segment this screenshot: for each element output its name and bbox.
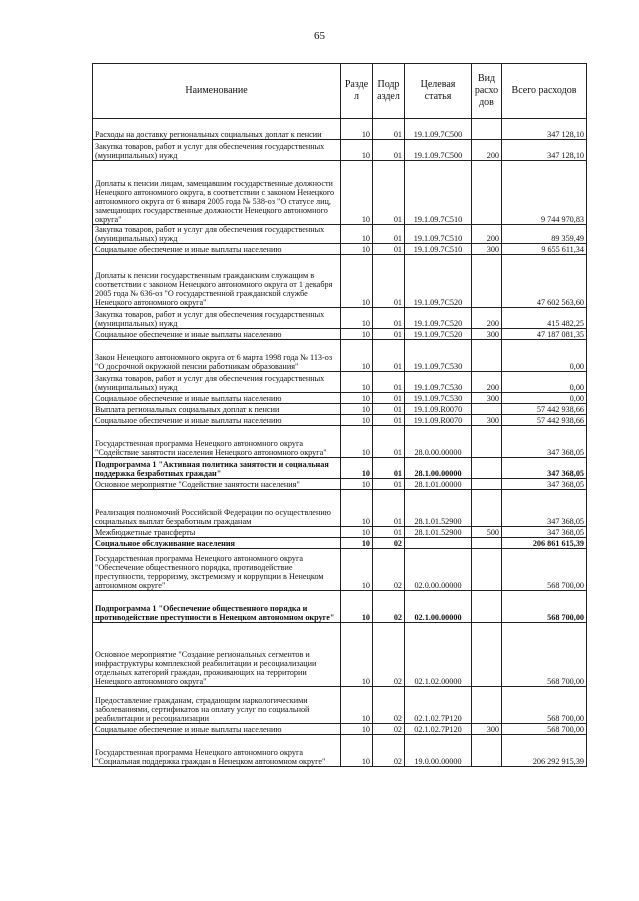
table-row: [93, 140, 587, 161]
cell-vid: [472, 119, 502, 140]
cell-vid: [472, 426, 502, 458]
cell-vid: 300: [472, 415, 502, 426]
cell-podrazdel: 01: [373, 119, 405, 140]
cell-vid: [472, 687, 502, 724]
cell-total: 347 128,10: [502, 140, 587, 161]
cell-razdel: 10: [341, 490, 373, 527]
cell-podrazdel: 02: [373, 623, 405, 687]
cell-total: 568 700,00: [502, 687, 587, 724]
cell-vid: 300: [472, 329, 502, 340]
cell-total: 0,00: [502, 393, 587, 404]
cell-name: Социальное обеспечение и иные выплаты населению: [93, 329, 341, 340]
cell-name: Предоставление гражданам, страдающим наркологическими заболеваниями, сертификатов на оплату услуг по социальной реабилитации и ресоциализации: [93, 687, 341, 724]
table-row: [93, 735, 587, 767]
table-row: [93, 479, 587, 490]
table-row: [93, 225, 587, 244]
cell-total: 347 368,05: [502, 479, 587, 490]
cell-vid: [472, 591, 502, 623]
cell-target: 28.1.01.00000: [405, 479, 472, 490]
cell-name: Социальное обеспечение и иные выплаты населению: [93, 244, 341, 255]
cell-name: Закон Ненецкого автономного округа от 6 марта 1998 года № 113-оз "О досрочной окружной пенсии работникам образования": [93, 340, 341, 372]
cell-name: Подпрограмма 1 "Активная политика занятости и социальная поддержка безработных граждан": [93, 458, 341, 479]
cell-name: Подпрограмма 1 "Обеспечение общественного порядка и противодействие преступности в Ненецком автономном округе": [93, 591, 341, 623]
cell-name: Социальное обслуживание населения: [93, 538, 341, 549]
header-razdel: Разде л: [341, 64, 373, 119]
table-row: [93, 308, 587, 329]
cell-podrazdel: 01: [373, 415, 405, 426]
cell-total: 57 442 938,66: [502, 404, 587, 415]
cell-razdel: 10: [341, 393, 373, 404]
cell-podrazdel: 01: [373, 426, 405, 458]
cell-vid: 200: [472, 225, 502, 244]
cell-vid: [472, 735, 502, 767]
table-row: [93, 415, 587, 426]
cell-name: Закупка товаров, работ и услуг для обеспечения государственных (муниципальных) нужд: [93, 225, 341, 244]
table-row: [93, 458, 587, 479]
cell-name: Выплата региональных социальных доплат к пенсии: [93, 404, 341, 415]
table-row: [93, 538, 587, 549]
cell-podrazdel: 01: [373, 404, 405, 415]
cell-podrazdel: 02: [373, 538, 405, 549]
page-number: 65: [314, 30, 325, 42]
cell-name: Доплаты к пенсии государственным гражданским служащим в соответствии с законом Ненецкого автономного округа от 1 декабря 2005 года № 636-оз "О государственной гражданской службе Ненецкого автономного округа": [93, 255, 341, 308]
cell-razdel: 10: [341, 735, 373, 767]
cell-razdel: 10: [341, 479, 373, 490]
cell-target: 19.1.09.7C500: [405, 140, 472, 161]
cell-razdel: 10: [341, 591, 373, 623]
cell-target: 19.1.09.7C510: [405, 225, 472, 244]
cell-podrazdel: 01: [373, 527, 405, 538]
table-row: [93, 687, 587, 724]
cell-razdel: 10: [341, 724, 373, 735]
cell-target: 19.1.09.7C500: [405, 119, 472, 140]
cell-total: 47 187 081,35: [502, 329, 587, 340]
cell-razdel: 10: [341, 329, 373, 340]
table-row: [93, 329, 587, 340]
cell-razdel: 10: [341, 244, 373, 255]
cell-podrazdel: 01: [373, 329, 405, 340]
header-podrazdel: Подр аздел: [373, 64, 405, 119]
cell-target: 02.1.02.7P120: [405, 724, 472, 735]
cell-vid: 200: [472, 140, 502, 161]
cell-podrazdel: 01: [373, 479, 405, 490]
cell-total: 206 861 615,39: [502, 538, 587, 549]
cell-target: 28.1.00.00000: [405, 458, 472, 479]
cell-vid: [472, 538, 502, 549]
cell-vid: [472, 490, 502, 527]
cell-name: Реализация полномочий Российской Федерации по осуществлению социальных выплат безработным гражданам: [93, 490, 341, 527]
cell-podrazdel: 02: [373, 687, 405, 724]
header-vid: Вид расхо дов: [472, 64, 502, 119]
cell-target: 28.0.00.00000: [405, 426, 472, 458]
cell-vid: 200: [472, 372, 502, 393]
cell-total: 347 368,05: [502, 458, 587, 479]
cell-vid: [472, 404, 502, 415]
cell-target: 19.1.09.7C530: [405, 372, 472, 393]
cell-total: 0,00: [502, 372, 587, 393]
cell-name: Государственная программа Ненецкого автономного округа "Содействие занятости населения Ненецкого автономного округа": [93, 426, 341, 458]
cell-target: 02.1.02.00000: [405, 623, 472, 687]
cell-total: 347 368,05: [502, 426, 587, 458]
cell-total: 47 602 563,60: [502, 255, 587, 308]
cell-razdel: 10: [341, 623, 373, 687]
cell-razdel: 10: [341, 340, 373, 372]
cell-name: Расходы на доставку региональных социальных доплат к пенсии: [93, 119, 341, 140]
header-target: Целевая статья: [405, 64, 472, 119]
cell-target: 02.0.00.00000: [405, 549, 472, 591]
cell-total: 9 655 611,34: [502, 244, 587, 255]
cell-total: 57 442 938,66: [502, 415, 587, 426]
cell-name: Закупка товаров, работ и услуг для обеспечения государственных (муниципальных) нужд: [93, 140, 341, 161]
cell-podrazdel: 01: [373, 244, 405, 255]
cell-razdel: 10: [341, 161, 373, 225]
table-row: [93, 490, 587, 527]
budget-table: [92, 63, 587, 767]
cell-razdel: 10: [341, 140, 373, 161]
cell-vid: [472, 549, 502, 591]
cell-podrazdel: 01: [373, 372, 405, 393]
cell-target: 19.0.00.00000: [405, 735, 472, 767]
cell-target: [405, 538, 472, 549]
cell-target: 19.1.09.R0070: [405, 415, 472, 426]
table-row: [93, 161, 587, 225]
cell-name: Социальное обеспечение и иные выплаты населению: [93, 393, 341, 404]
cell-vid: [472, 161, 502, 225]
table-row: [93, 340, 587, 372]
cell-name: Межбюджетные трансферты: [93, 527, 341, 538]
cell-razdel: 10: [341, 404, 373, 415]
table-row: [93, 255, 587, 308]
cell-target: 19.1.09.7C530: [405, 340, 472, 372]
cell-vid: [472, 340, 502, 372]
table-row: [93, 426, 587, 458]
cell-target: 02.1.00.00000: [405, 591, 472, 623]
cell-name: Закупка товаров, работ и услуг для обеспечения государственных (муниципальных) нужд: [93, 372, 341, 393]
cell-total: 347 368,05: [502, 490, 587, 527]
cell-name: Государственная программа Ненецкого автономного округа "Социальная поддержка граждан в Ненецком автономном округе": [93, 735, 341, 767]
table-row: [93, 119, 587, 140]
cell-vid: 300: [472, 724, 502, 735]
cell-razdel: 10: [341, 308, 373, 329]
cell-podrazdel: 01: [373, 255, 405, 308]
table-row: [93, 404, 587, 415]
cell-vid: [472, 458, 502, 479]
header-total: Всего расходов: [502, 64, 587, 119]
table-row: [93, 527, 587, 538]
cell-vid: [472, 255, 502, 308]
cell-vid: 500: [472, 527, 502, 538]
table-header-row: [93, 64, 587, 119]
cell-podrazdel: 02: [373, 591, 405, 623]
table-row: [93, 244, 587, 255]
table-row: [93, 623, 587, 687]
cell-total: 568 700,00: [502, 549, 587, 591]
cell-razdel: 10: [341, 415, 373, 426]
cell-target: 19.1.09.7C530: [405, 393, 472, 404]
cell-total: 568 700,00: [502, 724, 587, 735]
cell-podrazdel: 02: [373, 735, 405, 767]
cell-target: 19.1.09.7C510: [405, 244, 472, 255]
cell-vid: 300: [472, 244, 502, 255]
cell-razdel: 10: [341, 225, 373, 244]
cell-total: 347 128,10: [502, 119, 587, 140]
cell-target: 19.1.09.7C520: [405, 308, 472, 329]
cell-name: Государственная программа Ненецкого автономного округа "Обеспечение общественного порядка, противодействие преступности, терроризму, экстремизму и коррупции в Ненецком автономном округе": [93, 549, 341, 591]
cell-name: Основное мероприятие "Содействие занятости населения": [93, 479, 341, 490]
cell-target: 19.1.09.7C520: [405, 255, 472, 308]
cell-name: Доплаты к пенсии лицам, замещавшим государственные должности Ненецкого автономного округа, в соответствии с законом Ненецкого автономного округа от 6 января 2005 года № 538-оз "О статусе лиц, замещающих государственные должности Ненецкого автономного округа": [93, 161, 341, 225]
cell-razdel: 10: [341, 687, 373, 724]
cell-total: 9 744 970,83: [502, 161, 587, 225]
cell-name: Закупка товаров, работ и услуг для обеспечения государственных (муниципальных) нужд: [93, 308, 341, 329]
table-row: [93, 393, 587, 404]
cell-razdel: 10: [341, 458, 373, 479]
cell-total: 568 700,00: [502, 623, 587, 687]
cell-total: 89 359,49: [502, 225, 587, 244]
cell-vid: [472, 479, 502, 490]
cell-podrazdel: 01: [373, 340, 405, 372]
cell-podrazdel: 02: [373, 549, 405, 591]
cell-target: 19.1.09.7C510: [405, 161, 472, 225]
cell-target: 02.1.02.7P120: [405, 687, 472, 724]
table-row: [93, 591, 587, 623]
cell-razdel: 10: [341, 426, 373, 458]
cell-vid: 300: [472, 393, 502, 404]
cell-total: 415 482,25: [502, 308, 587, 329]
table-row: [93, 549, 587, 591]
cell-target: 28.1.01.52900: [405, 527, 472, 538]
cell-name: Социальное обеспечение и иные выплаты населению: [93, 724, 341, 735]
cell-total: 206 292 915,39: [502, 735, 587, 767]
cell-vid: [472, 623, 502, 687]
cell-podrazdel: 01: [373, 161, 405, 225]
table-row: [93, 724, 587, 735]
cell-razdel: 10: [341, 527, 373, 538]
cell-total: 347 368,05: [502, 527, 587, 538]
cell-podrazdel: 01: [373, 308, 405, 329]
cell-total: 568 700,00: [502, 591, 587, 623]
cell-name: Основное мероприятие "Создание региональных сегментов и инфраструктуры комплексной реабилитации и ресоциализации отдельных категорий граждан, проживающих на территории Ненецкого автономного округа": [93, 623, 341, 687]
cell-target: 19.1.09.R0070: [405, 404, 472, 415]
cell-name: Социальное обеспечение и иные выплаты населению: [93, 415, 341, 426]
cell-razdel: 10: [341, 538, 373, 549]
cell-vid: 200: [472, 308, 502, 329]
cell-razdel: 10: [341, 119, 373, 140]
cell-target: 28.1.01.52900: [405, 490, 472, 527]
cell-podrazdel: 01: [373, 393, 405, 404]
cell-razdel: 10: [341, 549, 373, 591]
cell-total: 0,00: [502, 340, 587, 372]
cell-razdel: 10: [341, 372, 373, 393]
cell-podrazdel: 02: [373, 724, 405, 735]
header-name: Наименование: [93, 64, 341, 119]
cell-podrazdel: 01: [373, 490, 405, 527]
cell-razdel: 10: [341, 255, 373, 308]
cell-podrazdel: 01: [373, 225, 405, 244]
table-row: [93, 372, 587, 393]
cell-podrazdel: 01: [373, 458, 405, 479]
cell-podrazdel: 01: [373, 140, 405, 161]
cell-target: 19.1.09.7C520: [405, 329, 472, 340]
